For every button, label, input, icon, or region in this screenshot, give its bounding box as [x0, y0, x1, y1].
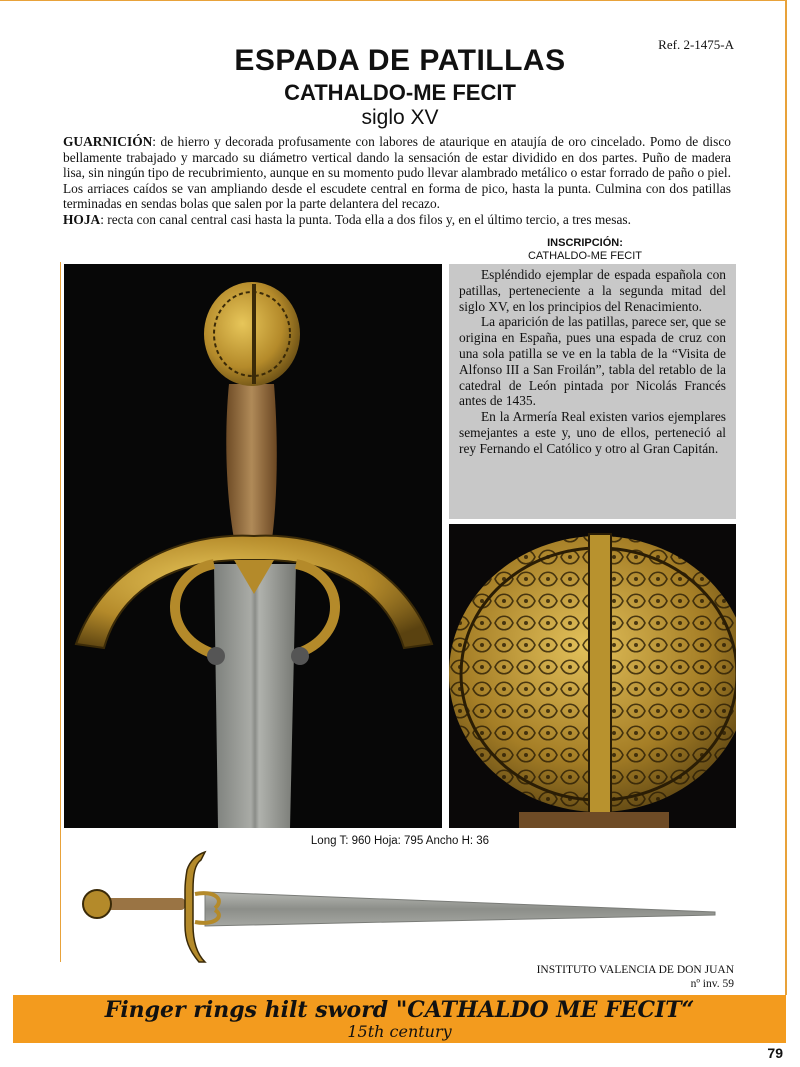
- sword-illustration: [75, 850, 725, 965]
- inscription-text: CATHALDO-ME FECIT: [527, 250, 643, 262]
- page-frame-top: [0, 0, 786, 1]
- page-frame-left: [60, 262, 61, 962]
- institute-name: INSTITUTO VALENCIA DE DON JUAN: [536, 964, 734, 976]
- pommel-closeup-photo: [449, 524, 736, 828]
- pommel-illustration: [449, 524, 736, 828]
- banner-title: Finger rings hilt sword "CATHALDO ME FECIT“: [104, 997, 695, 1023]
- history-paragraph: La aparición de las patillas, parece ser, que se origina en España, pues una espada de cruz con una sola patilla se ve en la tabla de la “Visita de Alfonso III a San Froilán”, tabla del retablo de la catedral de León pintada por Nicolás Francés antes de 1435.: [459, 314, 726, 409]
- hilt-illustration: [64, 264, 442, 828]
- century-label: siglo XV: [361, 106, 439, 129]
- institute-credit: [537, 963, 734, 991]
- inscription-heading: INSCRIPCIÓN:: [547, 237, 623, 249]
- reference-number: Ref. 2-1475-A: [658, 37, 734, 52]
- hilt-photo: [64, 264, 442, 828]
- inscription-block: [445, 237, 725, 263]
- history-paragraph: En la Armería Real existen varios ejemplares semejantes a este y, uno de ellos, perteneció al rey Fernando el Católico y otro al Gran Capitán.: [459, 409, 726, 456]
- page-subtitle: CATHALDO-ME FECIT: [284, 80, 516, 105]
- description-block: [63, 134, 731, 228]
- hoja-text: : recta con canal central casi hasta la punta. Toda ella a dos filos y, en el último tercio, a tres mesas.: [100, 211, 631, 227]
- history-textbox: [449, 264, 736, 519]
- history-paragraph: Espléndido ejemplar de espada española con patillas, perteneciente a la segunda mitad del siglo XV, en los principios del Renacimiento.: [459, 267, 726, 314]
- guarnicion-label: GUARNICIÓN: [63, 134, 153, 149]
- title-banner: [13, 995, 786, 1043]
- dimensions-label: Long T: 960 Hoja: 795 Ancho H: 36: [310, 835, 490, 847]
- banner-subtitle: 15th century: [347, 1022, 452, 1041]
- full-sword-photo: [75, 850, 725, 965]
- inventory-number: nº inv. 59: [690, 978, 734, 990]
- guarnicion-text: : de hierro y decorada profusamente con labores de ataurique en ataujía de oro cincelado. Pomo de disco bellamente trabajado y marcado su diámetro vertical dando la sensación de estar dividido en dos partes. Puño de madera lisa, sin ningún tipo de recubrimiento, aunque en su momento pudo llevar alambrado metálico o estar forrado de paño o piel. Los arriaces caídos se van ampliando desde el escudete central en forma de pico, hasta la punta. Culmina con dos patillas terminadas en sendas bolas que salen por la parte delantera del recazo.: [63, 134, 731, 212]
- hoja-label: HOJA: [63, 211, 101, 227]
- page-number: 79: [767, 1045, 783, 1061]
- page-title: ESPADA DE PATILLAS: [234, 44, 566, 77]
